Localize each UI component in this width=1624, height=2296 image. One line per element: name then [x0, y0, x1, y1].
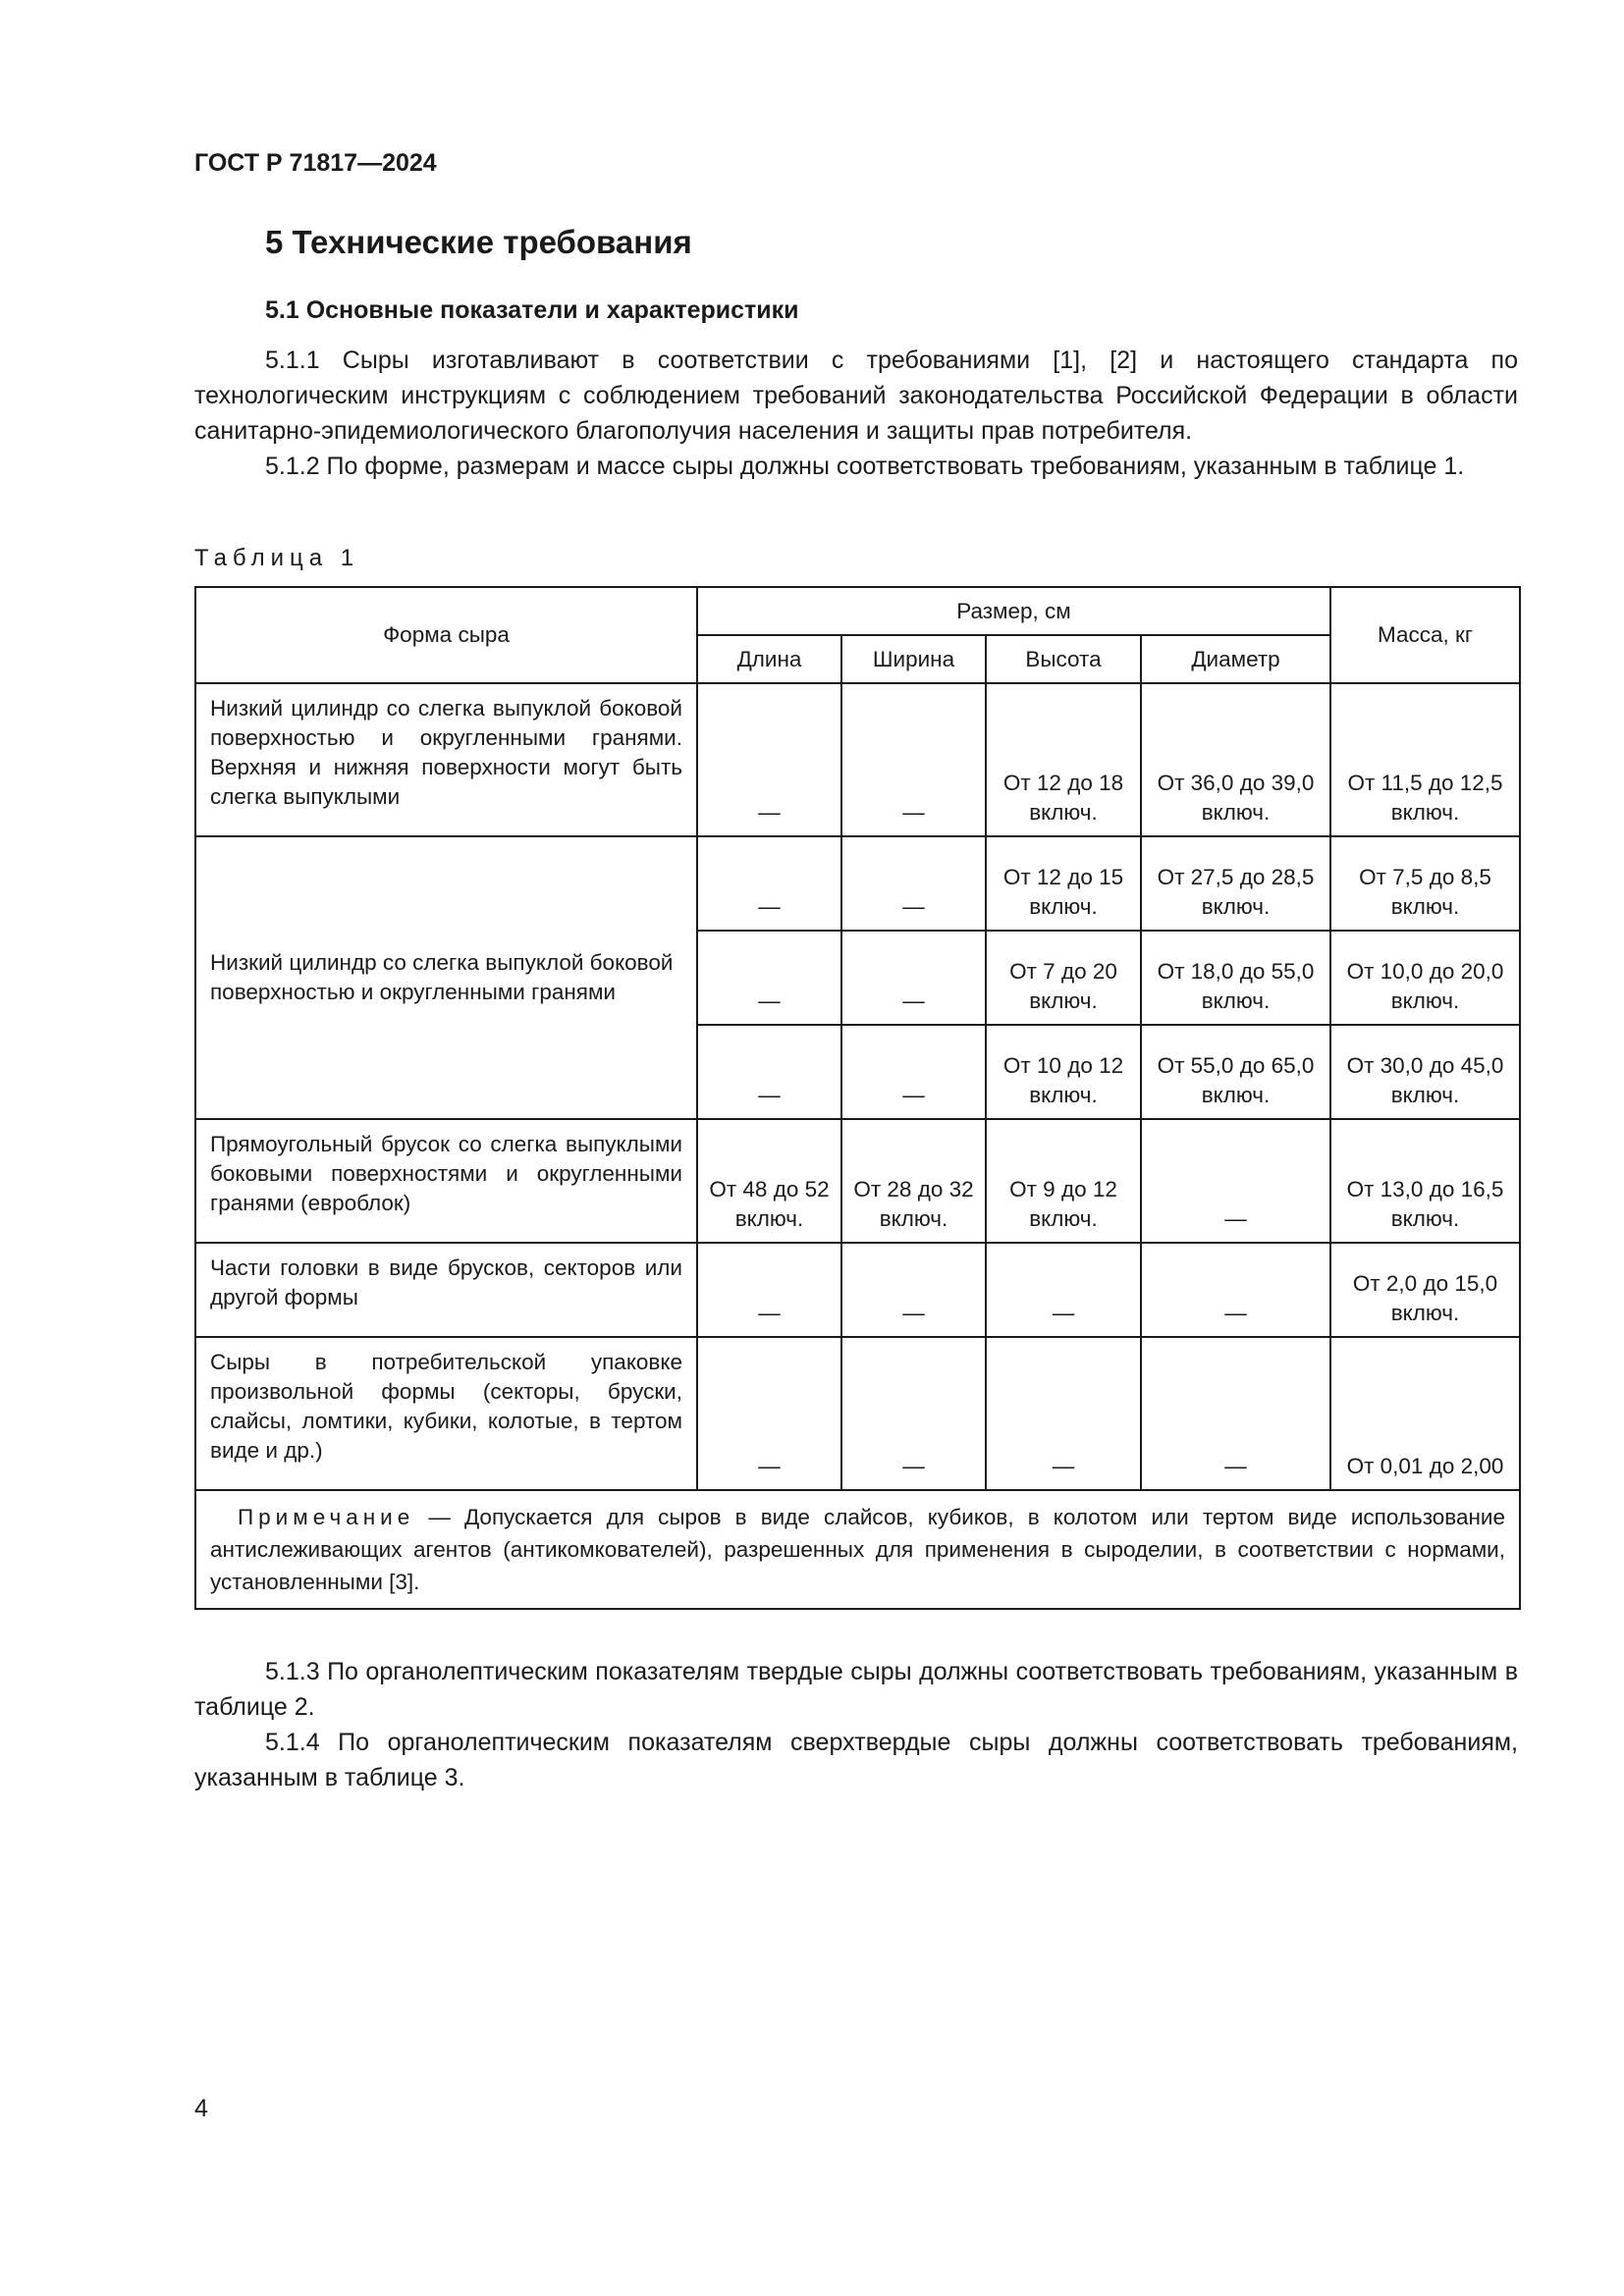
cell-length: От 48 до 52 включ.	[697, 1119, 841, 1243]
table-note-row	[195, 1490, 1520, 1609]
cell-diameter: —	[1141, 1243, 1330, 1337]
paragraph-5-1-1: 5.1.1 Сыры изготавливают в соответствии с требованиями [1], [2] и настоящего стандарта по технологическим инструкциям с соблюдением требований законодательства Российской Федерации в области санитарно-эпидемиологического благополучия населения и защиты прав потребителя.	[194, 347, 1518, 445]
table-row	[195, 1337, 1520, 1490]
cell-diameter: —	[1141, 1337, 1330, 1490]
cell-form: Части головки в виде брусков, секторов или другой формы	[195, 1243, 697, 1337]
subsection-title: 5.1 Основные показатели и характеристики	[265, 296, 799, 324]
cell-height: От 12 до 15 включ.	[986, 836, 1141, 931]
document-code: ГОСТ Р 71817—2024	[194, 149, 437, 177]
cell-length: —	[697, 1025, 841, 1119]
header-diameter: Диаметр	[1141, 635, 1330, 683]
table-note	[195, 1490, 1520, 1609]
cell-mass: От 11,5 до 12,5 включ.	[1330, 683, 1520, 836]
cell-mass: От 0,01 до 2,00	[1330, 1337, 1520, 1490]
table-caption: Таблица 1	[194, 545, 360, 571]
paragraph-5-1-2: 5.1.2 По форме, размерам и массе сыры должны соответствовать требованиям, указанным в таблице 1.	[265, 453, 1465, 480]
cell-mass: От 10,0 до 20,0 включ.	[1330, 931, 1520, 1025]
cell-mass: От 13,0 до 16,5 включ.	[1330, 1119, 1520, 1243]
table-row	[195, 1119, 1520, 1243]
cell-height: —	[986, 1337, 1141, 1490]
cell-width: От 28 до 32 включ.	[841, 1119, 986, 1243]
cell-form: Низкий цилиндр со слегка выпуклой боковой поверхностью и округленными гранями. Верхняя и нижняя поверхности могут быть слегка выпуклыми	[195, 683, 697, 836]
cell-length: —	[697, 931, 841, 1025]
cell-diameter: От 36,0 до 39,0 включ.	[1141, 683, 1330, 836]
cell-height: —	[986, 1243, 1141, 1337]
header-length: Длина	[697, 635, 841, 683]
cell-diameter: —	[1141, 1119, 1330, 1243]
cell-mass: От 2,0 до 15,0 включ.	[1330, 1243, 1520, 1337]
table-1	[194, 586, 1521, 1610]
cell-mass: От 7,5 до 8,5 включ.	[1330, 836, 1520, 931]
header-width: Ширина	[841, 635, 986, 683]
cell-width: —	[841, 1337, 986, 1490]
cell-length: —	[697, 836, 841, 931]
header-mass: Масса, кг	[1330, 587, 1520, 683]
table-row	[195, 1243, 1520, 1337]
cell-height: От 12 до 18 включ.	[986, 683, 1141, 836]
paragraph-5-1-4: 5.1.4 По органолептическим показателям сверхтвердые сыры должны соответствовать требованиям, указанным в таблице 3.	[194, 1729, 1518, 1791]
paragraph-5-1-3: 5.1.3 По органолептическим показателям твердые сыры должны соответствовать требованиям, указанным в таблице 2.	[194, 1658, 1518, 1721]
cell-height: От 9 до 12 включ.	[986, 1119, 1141, 1243]
cell-length: —	[697, 1337, 841, 1490]
cell-length: —	[697, 1243, 841, 1337]
header-size: Размер, см	[697, 587, 1330, 635]
cell-width: —	[841, 836, 986, 931]
cell-diameter: От 55,0 до 65,0 включ.	[1141, 1025, 1330, 1119]
cell-diameter: От 27,5 до 28,5 включ.	[1141, 836, 1330, 931]
cell-form: Низкий цилиндр со слегка выпуклой боковой поверхностью и округленными гранями	[195, 836, 697, 1119]
cell-length: —	[697, 683, 841, 836]
table-row	[195, 836, 1520, 931]
cell-width: —	[841, 683, 986, 836]
header-height: Высота	[986, 635, 1141, 683]
cell-height: От 7 до 20 включ.	[986, 931, 1141, 1025]
section-title: 5 Технические требования	[265, 224, 692, 260]
note-text: — Допускается для сыров в виде слайсов, кубиков, в колотом или тертом виде использование антислеживающих агентов (антикомкователей), разрешенных для применения в сыроделии, в соответствии с нормами, установленными [3].	[210, 1505, 1505, 1594]
cell-form: Прямоугольный брусок со слегка выпуклыми боковыми поверхностями и округленными гранями (евроблок)	[195, 1119, 697, 1243]
cell-form: Сыры в потребительской упаковке произвольной формы (секторы, бруски, слайсы, ломтики, кубики, колотые, в тертом виде и др.)	[195, 1337, 697, 1490]
cell-width: —	[841, 1025, 986, 1119]
note-label: Примечание	[238, 1505, 415, 1529]
page-number: 4	[194, 2095, 208, 2122]
cell-diameter: От 18,0 до 55,0 включ.	[1141, 931, 1330, 1025]
cell-height: От 10 до 12 включ.	[986, 1025, 1141, 1119]
header-form: Форма сыра	[195, 587, 697, 683]
table-row	[195, 683, 1520, 836]
cell-width: —	[841, 931, 986, 1025]
cell-mass: От 30,0 до 45,0 включ.	[1330, 1025, 1520, 1119]
cell-width: —	[841, 1243, 986, 1337]
